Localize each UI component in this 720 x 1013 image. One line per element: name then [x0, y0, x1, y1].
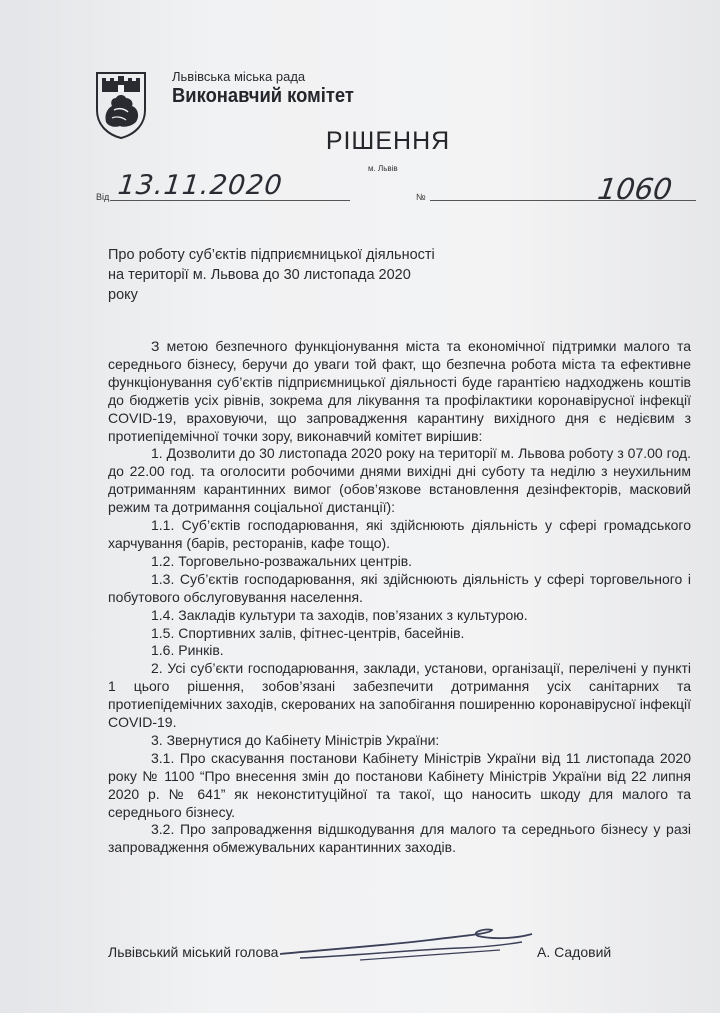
city-label: м. Львів — [368, 164, 398, 173]
clause-3-1: 3.1. Про скасування постанови Кабінету Міністрів України від 11 листопада 2020 року № 1100 “Про внесення змін до постанови Кабінету Міністрів України від 22 липня 2020 р. № 641” як неконституційної та такої, що наносить шкоду для малого та середнього бізнесу. — [108, 749, 691, 820]
clause-1-2: 1.2. Торговельно-розважальних центрів. — [151, 552, 413, 569]
clause-2: 2. Усі суб’єкти господарювання, заклади, установи, організації, перелічені у пункті 1 цього рішення, зобов’язані забезпечити дотримання усіх санітарних та протиепідемічних заходів, скерованих на запобігання поширенню коронавірусної інфекції COVID-19. — [108, 660, 691, 731]
council-name: Львівська міська рада — [172, 69, 306, 84]
signatory-name: А. Садовий — [537, 944, 612, 960]
preamble-paragraph: З метою безпечного функціонування міста та економічної підтримки малого та середнього бізнесу, беручи до уваги той факт, що безпечна робота міста та ефективне функціонування суб’єктів підприємницької діяльності буде гарантією надходжень коштів до бюджетів усіх рівнів, зокрема для лікування та профілактики коронавірусної інфекції COVID-19, враховуючи, що запровадження карантину вихідного дня є недієвим з протиепідемічної точки зору, виконавчий комітет вирішив: — [108, 338, 691, 444]
date-label: Від — [96, 192, 110, 202]
clause-1-6: 1.6. Ринків. — [151, 642, 224, 659]
clause-1-5: 1.5. Спортивних залів, фітнес-центрів, басейнів. — [151, 624, 465, 641]
clause-1-1: 1.1. Суб’єктів господарювання, які здійснюють діяльність у сфері громадського харчування (барів, ресторанів, кафе тощо). — [108, 517, 691, 551]
document-subject: Про роботу суб’єктів підприємницької діяльності на території м. Львова до 30 листопада 2020 року — [108, 247, 435, 303]
clause-1: 1. Дозволити до 30 листопада 2020 року на території м. Львова роботу з 07.00 год. до 22.00 год. та оголосити робочими днями вихідні дні суботу та неділю з неухильним дотриманням карантинних вимог (обов’язкове встановлення дезінфекторів, масковий режим та дотримання соціальної дистанції): — [108, 445, 691, 516]
document-body — [108, 338, 691, 857]
signature-scribble — [260, 920, 540, 970]
document-title: РІШЕННЯ — [325, 127, 451, 155]
number-label: № — [416, 192, 426, 202]
date-value-handwritten: 13.11.2020 — [116, 170, 285, 201]
clause-3: 3. Звернутися до Кабінету Міністрів України: — [151, 731, 440, 748]
clause-3-2: 3.2. Про запровадження відшкодування для малого та середнього бізнесу у разі запровадження обмежувальних карантинних заходів. — [108, 821, 691, 856]
clause-1-4: 1.4. Закладів культури та заходів, пов’язаних з культурою. — [151, 606, 528, 623]
clause-1-3: 1.3. Суб’єктів господарювання, які здійснюють діяльність у сфері торговельного і побутового обслуговування населення. — [108, 570, 691, 605]
signatory-position: Львівський міський голова — [108, 944, 279, 960]
committee-name: Виконавчий комітет — [172, 85, 354, 107]
number-value-handwritten: 1060 — [595, 172, 675, 206]
